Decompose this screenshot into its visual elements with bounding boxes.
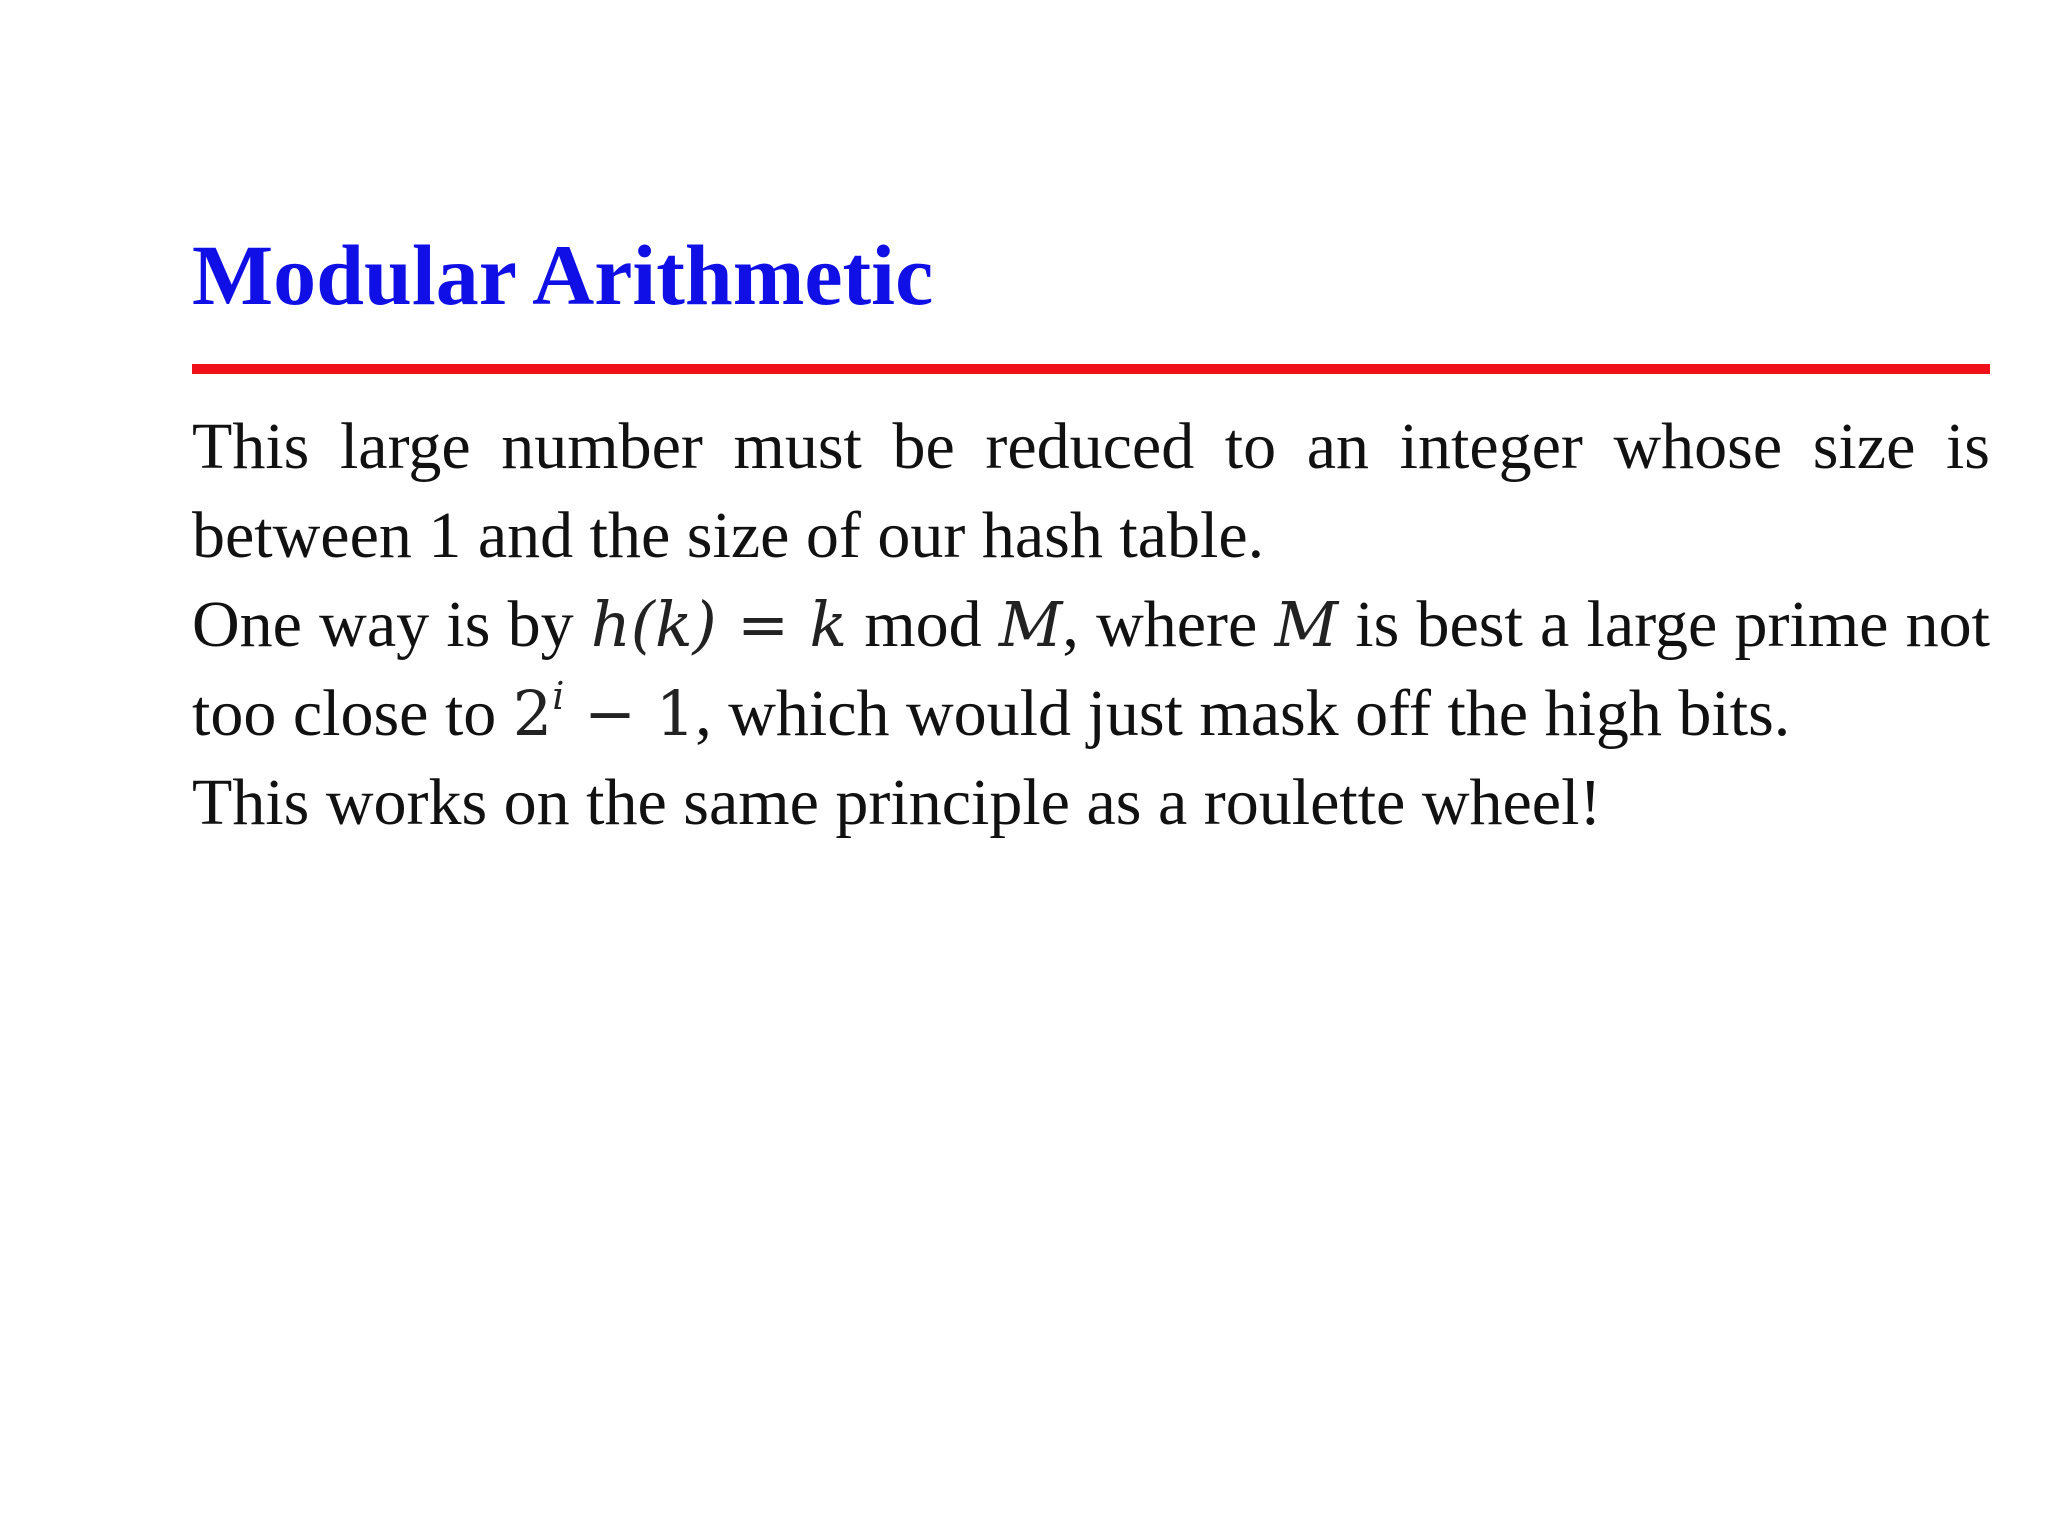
math-M: M <box>1274 588 1339 661</box>
math-k: k <box>809 588 848 661</box>
math-exponent-i: i <box>552 674 565 718</box>
math-M: M <box>998 588 1063 661</box>
math-minus-one: − 1 <box>564 677 696 750</box>
math-base-two: 2 <box>512 677 553 750</box>
slide-body <box>192 402 1990 847</box>
text-segment: One way is by <box>192 588 591 661</box>
math-hash-function: h(k) <box>590 588 717 661</box>
title-underline-rule <box>192 364 1990 374</box>
text-segment: is best a large prime not too close to <box>192 588 1991 750</box>
paragraph-roulette: This works on the same principle as a roulette wheel! <box>192 766 1602 839</box>
paragraph-hash-function <box>192 580 1990 758</box>
slide-title: Modular Arithmetic <box>192 227 934 323</box>
paragraph-reduction: This large number must be reduced to an integer whose size is between 1 and the size of our hash table. <box>192 410 1990 572</box>
text-segment: , where <box>1062 588 1275 661</box>
text-segment: , which would just mask off the high bits. <box>695 677 1791 750</box>
math-equals: = <box>716 588 810 661</box>
text-mod: mod <box>847 588 999 661</box>
